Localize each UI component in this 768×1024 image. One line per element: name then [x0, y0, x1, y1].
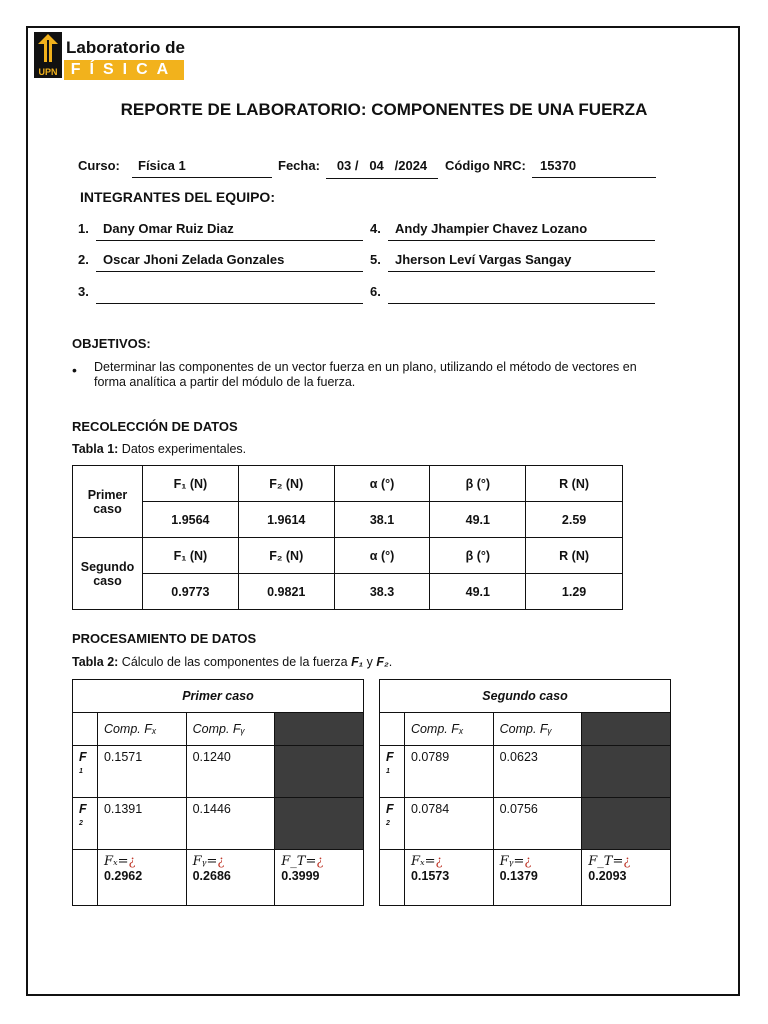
table-row — [73, 502, 623, 538]
glyph: ¿ — [524, 854, 532, 869]
data-table — [72, 465, 623, 610]
glyph: ¿ — [435, 854, 443, 869]
table-row — [380, 713, 671, 746]
fy-formula — [500, 854, 576, 869]
shaded-cell — [275, 798, 364, 850]
case2-r: 1.29 — [526, 574, 623, 610]
case1-alpha: 38.1 — [334, 502, 430, 538]
glyph: ¿ — [128, 854, 136, 869]
member-num-4: 4. — [370, 221, 381, 236]
case2-fy-cell — [493, 850, 582, 906]
case2-f2: 0.9821 — [238, 574, 334, 610]
fy-eq: Fᵧ= — [192, 854, 218, 869]
ft-eq: F_T= — [588, 854, 624, 869]
objective-text: Determinar las componentes de un vector fuerza en un plano, utilizando el método de vectores en forma analítica a partir del módulo de la fuerza. — [94, 360, 637, 389]
bullet-icon: • — [72, 362, 77, 378]
case1-r: 2.59 — [526, 502, 623, 538]
upn-logo — [34, 32, 62, 78]
ft-formula — [281, 854, 357, 869]
header-r: R (N) — [526, 466, 623, 502]
case2-ft: 0.2093 — [588, 869, 627, 883]
table-row — [73, 713, 364, 746]
row-f2-sub: 2 — [386, 820, 390, 827]
case2-alpha: 38.3 — [334, 574, 430, 610]
logo-lab-text: Laboratorio de — [66, 38, 186, 57]
row-f1-label — [73, 746, 98, 798]
comp-x-header: Comp. Fₓ — [404, 713, 493, 746]
caption-f1: F₁ — [351, 655, 364, 669]
shaded-cell — [582, 713, 671, 746]
table-row — [73, 746, 364, 798]
empty-cell — [380, 713, 405, 746]
team-heading: INTEGRANTES DEL EQUIPO: — [80, 189, 275, 205]
row-f2-letter: F — [386, 802, 394, 816]
header-f2: F₂ (N) — [238, 466, 334, 502]
case2-fx-cell — [404, 850, 493, 906]
table2-caption — [72, 655, 392, 669]
case2-fx: 0.1573 — [410, 869, 450, 883]
case1-f2x: 0.1391 — [97, 798, 186, 850]
table-row — [380, 746, 671, 798]
empty-cell — [73, 850, 98, 906]
logo-fisica-text: FÍSICA — [64, 60, 184, 80]
fx-formula — [411, 854, 487, 869]
header-beta: β (°) — [430, 538, 526, 574]
member-num-3: 3. — [78, 284, 89, 299]
row-f2-sub: 2 — [79, 820, 83, 827]
row-f2-letter: F — [79, 802, 87, 816]
table2-caption-text: Cálculo de las componentes de la fuerza — [118, 655, 352, 669]
case2-f2y: 0.0756 — [493, 798, 582, 850]
row-f1-label — [380, 746, 405, 798]
glyph: ¿ — [623, 854, 631, 869]
nrc-label: Código NRC: — [445, 158, 526, 173]
fecha-label: Fecha: — [278, 158, 320, 173]
fy-eq: Fᵧ= — [499, 854, 525, 869]
case1-fy-cell — [186, 850, 275, 906]
data-collection-heading: RECOLECCIÓN DE DATOS — [72, 419, 238, 434]
case2-f1y: 0.0623 — [493, 746, 582, 798]
processing-table-case2 — [379, 679, 671, 906]
empty-cell — [73, 713, 98, 746]
comp-y-header: Comp. Fᵧ — [186, 713, 275, 746]
table-row — [73, 466, 623, 502]
case1-fx-cell — [97, 850, 186, 906]
report-title: REPORTE DE LABORATORIO: COMPONENTES DE UNA FUERZA — [120, 100, 648, 119]
case1-f2y: 0.1446 — [186, 798, 275, 850]
member-6 — [388, 284, 655, 304]
shaded-cell — [275, 713, 364, 746]
fx-formula — [104, 854, 180, 869]
case1-ft-cell — [275, 850, 364, 906]
header-f2: F₂ (N) — [238, 538, 334, 574]
member-2: Oscar Jhoni Zelada Gonzales — [96, 252, 363, 272]
fx-eq: Fₓ= — [410, 854, 436, 869]
case2-label: Segundo caso — [73, 538, 143, 610]
case1-label: Primer caso — [73, 466, 143, 538]
glyph: ¿ — [217, 854, 225, 869]
member-num-2: 2. — [78, 252, 89, 267]
table-row — [73, 538, 623, 574]
member-num-5: 5. — [370, 252, 381, 267]
member-num-6: 6. — [370, 284, 381, 299]
fecha-field: 03 / 04 /2024 — [326, 158, 438, 179]
nrc-field: 15370 — [532, 158, 656, 178]
processing-table-case1 — [72, 679, 364, 906]
row-f2-label — [73, 798, 98, 850]
fx-eq: Fₓ= — [103, 854, 129, 869]
table-row — [73, 574, 623, 610]
processing-heading: PROCESAMIENTO DE DATOS — [72, 631, 257, 646]
logo-upn-text: UPN — [38, 67, 58, 77]
table-row — [380, 798, 671, 850]
arrow-icon — [38, 34, 58, 62]
comp-y-header: Comp. Fᵧ — [493, 713, 582, 746]
ft-formula — [588, 854, 664, 869]
member-1: Dany Omar Ruiz Diaz — [96, 221, 363, 241]
case2-f1x: 0.0789 — [404, 746, 493, 798]
member-4: Andy Jhampier Chavez Lozano — [388, 221, 655, 241]
table-row — [73, 798, 364, 850]
table-row — [380, 850, 671, 906]
caption-y: y — [363, 655, 377, 669]
row-f1-sub: 1 — [386, 768, 390, 775]
row-f1-sub: 1 — [79, 768, 83, 775]
header-f1: F₁ (N) — [142, 466, 238, 502]
caption-f2: F₂ — [376, 655, 389, 669]
header-beta: β (°) — [430, 466, 526, 502]
comp-x-header: Comp. Fₓ — [97, 713, 186, 746]
case1-fx: 0.2962 — [103, 869, 143, 883]
row-f1-letter: F — [386, 750, 394, 764]
curso-field: Física 1 — [132, 158, 272, 178]
case2-f1: 0.9773 — [142, 574, 238, 610]
case1-title: Primer caso — [73, 680, 364, 713]
header-alpha: α (°) — [334, 466, 430, 502]
row-f1-letter: F — [79, 750, 87, 764]
case1-f1y: 0.1240 — [186, 746, 275, 798]
member-num-1: 1. — [78, 221, 89, 236]
shaded-cell — [582, 746, 671, 798]
table-row — [73, 680, 364, 713]
header-f1: F₁ (N) — [142, 538, 238, 574]
case2-fy: 0.1379 — [499, 869, 538, 883]
shaded-cell — [275, 746, 364, 798]
case1-f1: 1.9564 — [142, 502, 238, 538]
case2-title: Segundo caso — [380, 680, 671, 713]
curso-label: Curso: — [78, 158, 120, 173]
table2-caption-label: Tabla 2: — [72, 655, 119, 669]
table-row — [73, 850, 364, 906]
case1-f2: 1.9614 — [238, 502, 334, 538]
header-alpha: α (°) — [334, 538, 430, 574]
member-5: Jherson Leví Vargas Sangay — [388, 252, 655, 272]
empty-cell — [380, 850, 405, 906]
member-3 — [96, 284, 363, 304]
table-row — [380, 680, 671, 713]
case1-f1x: 0.1571 — [97, 746, 186, 798]
caption-end: . — [388, 655, 393, 669]
shaded-cell — [582, 798, 671, 850]
case1-fy: 0.2686 — [192, 869, 231, 883]
case2-beta: 49.1 — [430, 574, 526, 610]
case2-ft-cell — [582, 850, 671, 906]
case1-ft: 0.3999 — [281, 869, 320, 883]
case2-f2x: 0.0784 — [404, 798, 493, 850]
header-r: R (N) — [526, 538, 623, 574]
ft-eq: F_T= — [281, 854, 317, 869]
row-f2-label — [380, 798, 405, 850]
fy-formula — [193, 854, 269, 869]
objectives-heading: OBJETIVOS: — [72, 336, 151, 351]
table1-caption — [72, 442, 246, 456]
table1-caption-label: Tabla 1: — [72, 442, 119, 456]
table1-caption-text: Datos experimentales. — [118, 442, 247, 456]
case1-beta: 49.1 — [430, 502, 526, 538]
glyph: ¿ — [316, 854, 324, 869]
